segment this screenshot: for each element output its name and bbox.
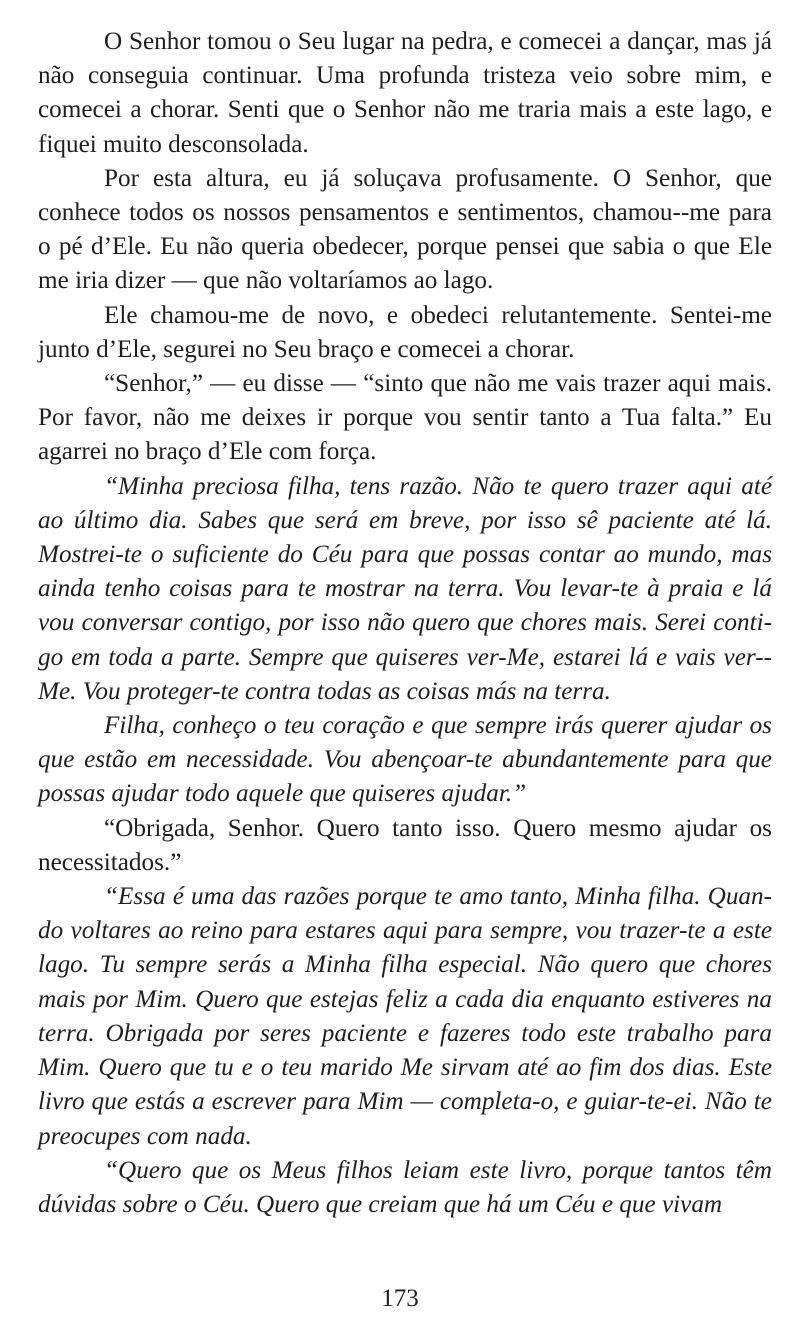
paragraph: O Senhor tomou o Seu lugar na pedra, e comecei a dançar, mas já não conseguia continuar. Uma profunda tristeza veio sobre mim, e comecei a chorar. Senti que o Senhor não me traria mais a este lago, e fiquei muito desconsolada. [38,28,772,158]
paragraph: “Obrigada, Senhor. Quero tanto isso. Quero mesmo ajudar os necessitados.” [38,814,772,876]
paragraph: Por esta altura, eu já soluçava profusamente. O Senhor, que conhece todos os nossos pensamentos e sentimentos, chamou-​-me para o pé d’Ele. Eu não queria obedecer, porque pensei que sabia o que Ele me iria dizer — que não voltaríamos ao lago. [38,164,772,295]
italic-paragraph: “Quero que os Meus filhos leiam este livro, porque tantos têm dúvidas sobre o Céu. Quero que creiam que há um Céu e que vivam [38,1156,772,1218]
italic-paragraph: “Essa é uma das razões porque te amo tanto, Minha filha. Quando voltares ao reino para estares aqui para sempre, vou trazer-te a este lago. Tu sempre serás a Minha filha especial. Não quero que chores mais por Mim. Quero que estejas feliz a cada dia enquanto estiveres na terra. Obrigada por seres paciente e fazeres todo este trabalho para Mim. Quero que tu e o teu marido Me sirvam até ao fim dos dias. Este livro que estás a escrever para Mim — completa-o, e guiar-te-ei. Não te preocupes com nada. [38,883,772,1150]
italic-paragraph: Filha, conheço o teu coração e que sempre irás querer ajudar os que estão em necessidade. Vou abençoar-te abundantemente para que possas ajudar todo aquele que quiseres ajudar.” [38,712,772,808]
italic-paragraph: “Minha preciosa filha, tens razão. Não te quero trazer aqui até ao último dia. Sabes que será em breve, por isso sê paciente até lá. Mostrei-te o suficiente do Céu para que possas contar ao mundo, mas ainda tenho coisas para te mostrar na terra. Vou levar-te à praia e lá vou conversar contigo, por isso não quero que chores mais. Serei contigo em toda a parte. Sempre que quiseres ver-Me, estarei lá e vais ver-​-Me. Vou proteger-te contra todas as coisas más na terra. [38,472,772,705]
paragraph: Ele chamou-me de novo, e obedeci relutantemente. Sentei-me junto d’Ele, segurei no Seu braço e comecei a chorar. [38,301,772,363]
paragraph: “Senhor,” — eu disse — “sinto que não me vais trazer aqui mais. Por favor, não me deixes ir porque vou sentir tanto a Tua falta.” Eu agarrei no braço d’Ele com força. [38,370,772,466]
page-number: 173 [381,1285,419,1312]
body-text [38,25,772,1222]
